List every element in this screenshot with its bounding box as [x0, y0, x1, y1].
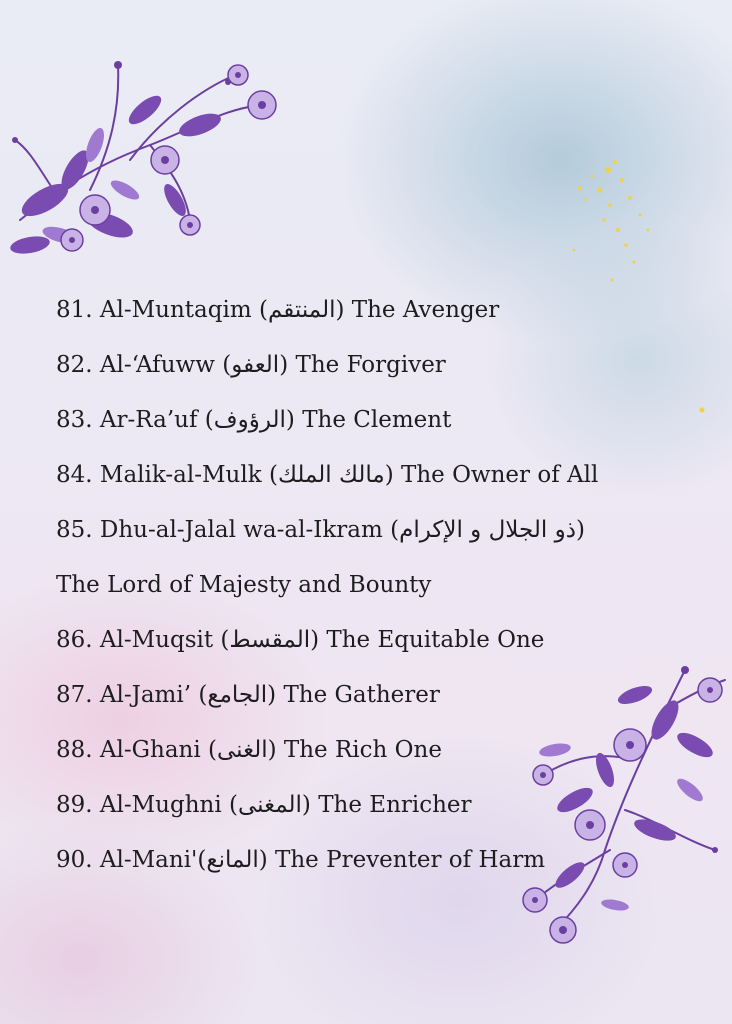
item-arabic: العفو — [231, 352, 280, 378]
item-transliteration: Malik-al-Mulk — [99, 462, 262, 488]
item-transliteration: Al-Mughni — [99, 792, 222, 818]
item-transliteration: Dhu-al-Jalal wa-al-Ikram — [99, 517, 383, 543]
floral-decoration-top — [0, 50, 290, 280]
item-arabic: الغنى — [217, 737, 268, 763]
item-number: 81. — [56, 297, 93, 323]
item-number: 85. — [56, 517, 93, 543]
item-number: 87. — [56, 682, 93, 708]
item-arabic: ذو الجلال و الإكرام — [399, 517, 576, 543]
list-item: 85. Dhu-al-Jalal wa-al-Ikram (ذو الجلال و الإكرام) — [56, 517, 585, 543]
item-meaning: The Preventer of Harm — [275, 847, 546, 873]
item-arabic: الجامع — [207, 682, 268, 708]
list-item: 84. Malik-al-Mulk (مالك الملك) The Owner of All — [56, 462, 599, 488]
list-item: 89. Al-Mughni (المغنى) The Enricher — [56, 792, 472, 818]
item-transliteration: Al-Muntaqim — [99, 297, 252, 323]
item-meaning: The Owner of All — [401, 462, 599, 488]
list-item: 81. Al-Muntaqim (المنتقم) The Avenger — [56, 297, 500, 323]
item-arabic: المقسط — [229, 627, 311, 653]
item-transliteration: Al-Ghani — [99, 737, 201, 763]
item-transliteration: Al-Jami’ — [99, 682, 192, 708]
list-item: 86. Al-Muqsit (المقسط) The Equitable One — [56, 627, 545, 653]
item-arabic: المانع — [206, 847, 259, 873]
item-transliteration: Al-Mani' — [99, 847, 198, 873]
item-number: 88. — [56, 737, 93, 763]
item-transliteration: Al-‘Afuww — [99, 352, 215, 378]
item-meaning: The Equitable One — [326, 627, 545, 653]
item-number: 82. — [56, 352, 93, 378]
item-arabic: مالك الملك — [277, 462, 385, 488]
item-transliteration: Al-Muqsit — [99, 627, 214, 653]
list-item: 83. Ar-Ra’uf (الرؤوف) The Clement — [56, 407, 452, 433]
item-transliteration: Ar-Ra’uf — [99, 407, 198, 433]
item-meaning: The Rich One — [283, 737, 442, 763]
item-number: 84. — [56, 462, 93, 488]
item-number: 83. — [56, 407, 93, 433]
item-arabic: المغنى — [238, 792, 302, 818]
item-meaning: The Forgiver — [295, 352, 446, 378]
item-arabic: الرؤوف — [213, 407, 286, 433]
list-item: 88. Al-Ghani (الغنى) The Rich One — [56, 737, 442, 763]
item-meaning: The Gatherer — [283, 682, 440, 708]
item-meaning: The Enricher — [318, 792, 472, 818]
item-meaning: The Lord of Majesty and Bounty — [56, 572, 432, 598]
item-meaning: The Clement — [302, 407, 452, 433]
list-item: 90. Al-Mani'(المانع) The Preventer of Harm — [56, 847, 546, 873]
list-item: 87. Al-Jami’ (الجامع) The Gatherer — [56, 682, 440, 708]
item-arabic: المنتقم — [267, 297, 336, 323]
item-meaning: The Avenger — [351, 297, 500, 323]
item-number: 90. — [56, 847, 93, 873]
item-number: 86. — [56, 627, 93, 653]
item-number: 89. — [56, 792, 93, 818]
list-item: 82. Al-‘Afuww (العفو) The Forgiver — [56, 352, 446, 378]
list-item-continuation — [56, 563, 716, 618]
names-list — [56, 288, 716, 893]
